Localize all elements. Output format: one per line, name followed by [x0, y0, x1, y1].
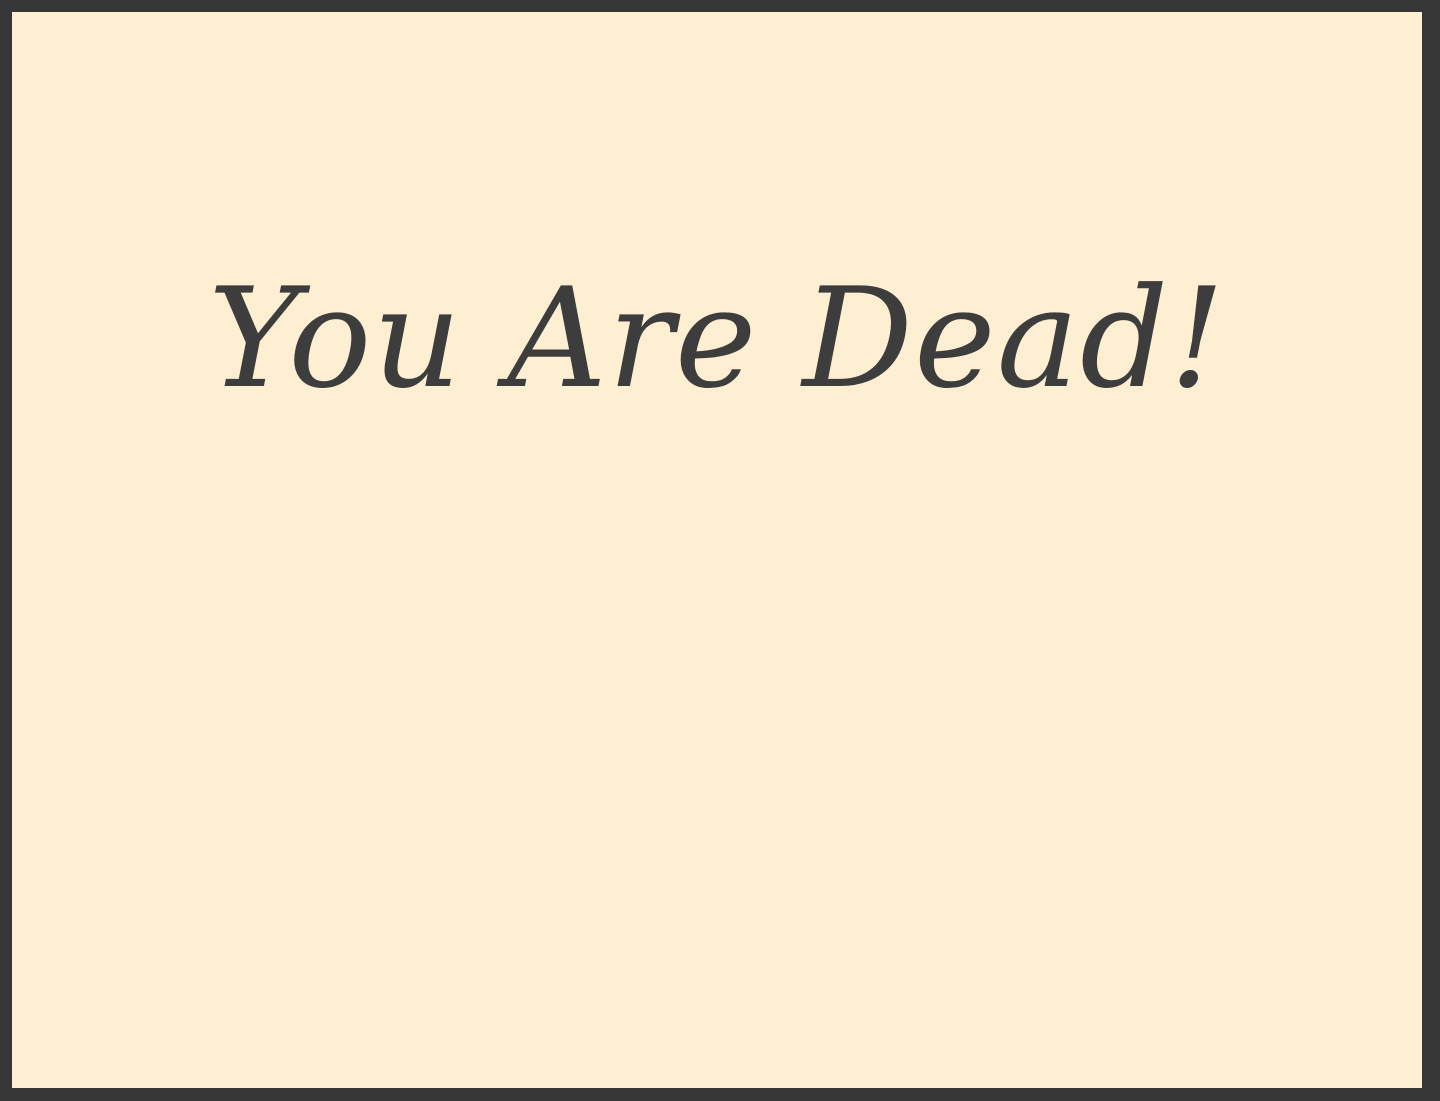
death-message: You Are Dead! — [208, 258, 1226, 419]
death-screen — [12, 12, 1422, 1088]
